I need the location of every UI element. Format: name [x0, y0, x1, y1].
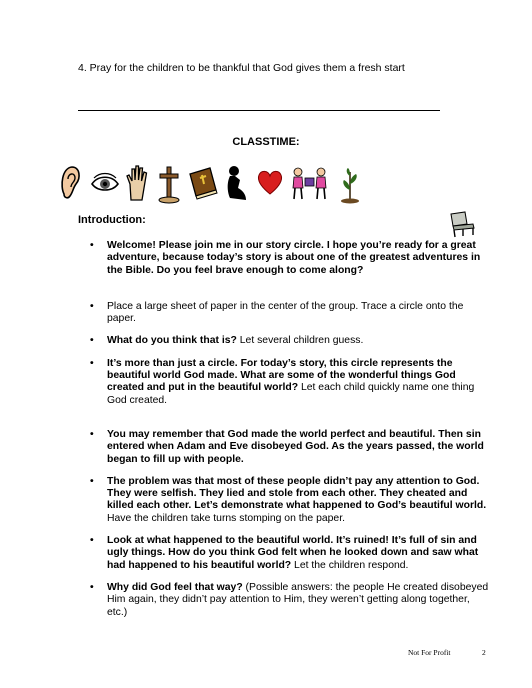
- list-item: [90, 240, 490, 277]
- ear-icon: [58, 164, 82, 202]
- list-item: [90, 335, 490, 347]
- list-item: [90, 582, 490, 619]
- list-item: [90, 429, 490, 466]
- bullet-bold-text: Look at what happened to the beautiful world. It’s ruined! It’s full of sin and ugly things. How do you think God felt when he looked down and saw what had happened to his beautiful world?: [107, 535, 479, 571]
- bullet-bold-text: Why did God feel that way?: [107, 581, 243, 593]
- bullet-bold-text: What do you think that is?: [107, 335, 237, 347]
- giving-children-icon: [290, 164, 330, 204]
- bullet-text: Let several children guess.: [236, 335, 364, 347]
- bullet-bold-text: The problem was that most of these people didn’t pay any attention to God. They were selfish. They lied and stole from each other. They cheated and killed each other. Let’s demonstrate what happened to God’s beautiful world.: [107, 475, 487, 512]
- bullet-text: Have the children take turns stomping on the paper.: [107, 512, 345, 524]
- divider-line: [78, 110, 440, 111]
- section-heading: CLASSTIME:: [232, 136, 300, 148]
- bullet-text: Let the children respond.: [291, 559, 409, 571]
- bible-icon: [186, 164, 220, 202]
- bullet-text: Place a large sheet of paper in the center of the group. Trace a circle onto the paper.: [107, 300, 464, 325]
- plant-icon: [338, 164, 362, 204]
- list-item: [90, 358, 490, 407]
- prayer-item: 4. Pray for the children to be thankful that God gives them a fresh start: [78, 62, 405, 74]
- story-chair-icon: [447, 210, 477, 238]
- intro-bullet-list: [90, 240, 490, 619]
- list-item: [90, 301, 490, 326]
- bullet-bold-text: It’s more than just a circle. For today’s story, this circle represents the beautiful world God made. What are some of the wonderful things God created and put in the beautiful world?: [107, 357, 456, 394]
- eye-icon: [90, 172, 120, 194]
- praying-child-icon: [224, 164, 250, 204]
- bullet-text: Let each child quickly name one thing God created.: [107, 382, 475, 406]
- intro-heading: Introduction:: [78, 214, 146, 226]
- bullet-bold-text: You may remember that God made the world perfect and beautiful. Then sin entered when Adam and Eve disobeyed God. As the years passed, the world began to fill up with people.: [107, 428, 484, 465]
- hand-icon: [124, 164, 150, 202]
- list-item: [90, 535, 490, 572]
- heart-icon: [256, 168, 284, 196]
- cross-icon: [156, 164, 182, 204]
- footer-text: Not For Profit: [408, 648, 451, 657]
- page-number: 2: [482, 648, 486, 657]
- bullet-text: (Possible answers: the people He created disobeyed Him again, they didn’t pay attention to Him, they weren’t getting along together, etc.): [107, 581, 489, 618]
- bullet-bold-text: Welcome! Please join me in our story circle. I hope you’re ready for a great adventure, because today’s story is about one of the greatest adventures in the Bible. Do you feel brave enough to come along?: [107, 240, 481, 276]
- list-item: [90, 476, 490, 525]
- activity-icons-row: [58, 164, 368, 204]
